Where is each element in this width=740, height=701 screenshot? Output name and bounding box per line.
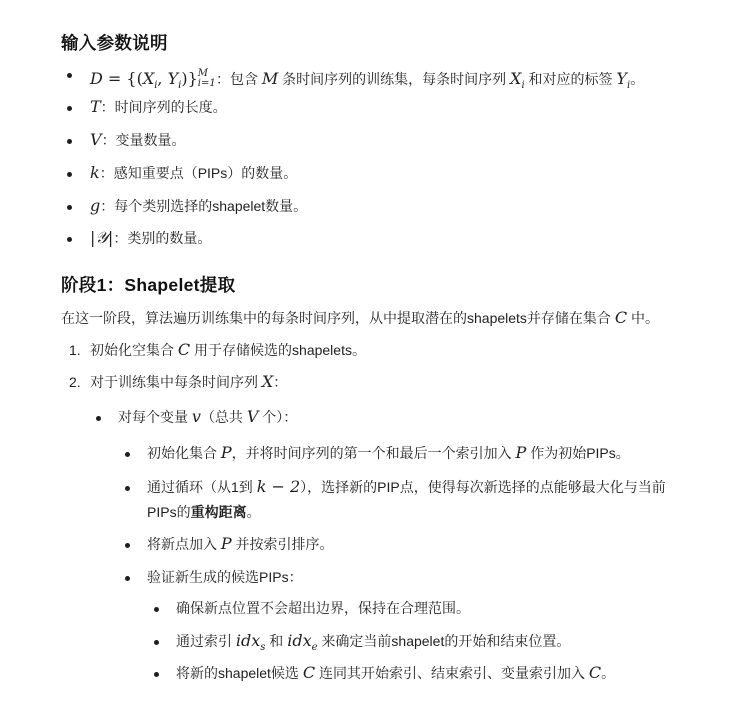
list-item-loop-select-cont: PIPs的重构距离。 [147,504,261,520]
list-item-loop-select: 通过循环（从1到 k − 2），选择新的PIP点，使得每次新选择的点能够最大化与当前 [147,477,666,496]
step-number: 2. [69,374,81,390]
list-item-add-sort: 将新点加入 P 并按索引排序。 [147,534,334,553]
bullet-icon [154,640,159,645]
bullet-icon [67,172,72,177]
list-item-pips: k：感知重要点（PIPs）的数量。 [90,163,298,182]
bullet-icon [67,237,72,242]
list-item-shapelet-count: g：每个类别选择的shapelet数量。 [90,196,308,215]
section-title-input-params: 输入参数说明 [61,33,168,53]
list-item-init-pips: 初始化集合 P，并将时间序列的第一个和最后一个索引加入 P 作为初始PIPs。 [147,443,630,462]
section-title-stage1: 阶段1：Shapelet提取 [61,275,236,295]
step-for-each-series: 对于训练集中每条时间序列 X： [90,372,288,391]
bullet-icon [67,139,72,144]
list-item-dataset: $D = \{(X_i$, $Y_i)\}_{i=1}^M$ ：包含 M 条时间序列的训练集，每条时间序列 $X_i$ 和对应的标签 $Y_i$。 [90,68,645,91]
bullet-icon [67,73,72,78]
bullet-icon [67,106,72,111]
step-number: 1. [69,342,81,358]
list-item-length: T：时间序列的长度。 [90,97,227,116]
bullet-icon [67,205,72,210]
list-item-variables: V：变量数量。 [90,130,186,149]
math-dataset: D [90,69,103,88]
list-item-class-count: |𝒴|：类别的数量。 [90,228,212,247]
bullet-icon [125,576,130,581]
list-item-variable-loop: 对每个变量 v（总共 V 个）： [118,407,298,426]
bullet-icon [125,486,130,491]
bullet-icon [154,607,159,612]
list-item-bounds: 确保新点位置不会超出边界，保持在合理范围。 [176,600,470,616]
bullet-icon [154,672,159,677]
list-item-add-candidate: 将新的shapelet候选 C 连同其开始索引、结束索引、变量索引加入 C。 [176,663,616,682]
stage1-intro: 在这一阶段，算法遍历训练集中的每条时间序列，从中提取潜在的shapelets并存储在集合 C 中。 [61,308,659,327]
bullet-icon [125,543,130,548]
bullet-icon [96,416,101,421]
step-init-set: 初始化空集合 C 用于存储候选的shapelets。 [90,340,366,359]
bullet-icon [125,452,130,457]
list-item-indices: 通过索引 idx$_s$ 和 idx$_e$ 来确定当前shapelet的开始和结束位置。 [176,631,571,653]
list-item-validate: 验证新生成的候选PIPs： [147,569,303,585]
